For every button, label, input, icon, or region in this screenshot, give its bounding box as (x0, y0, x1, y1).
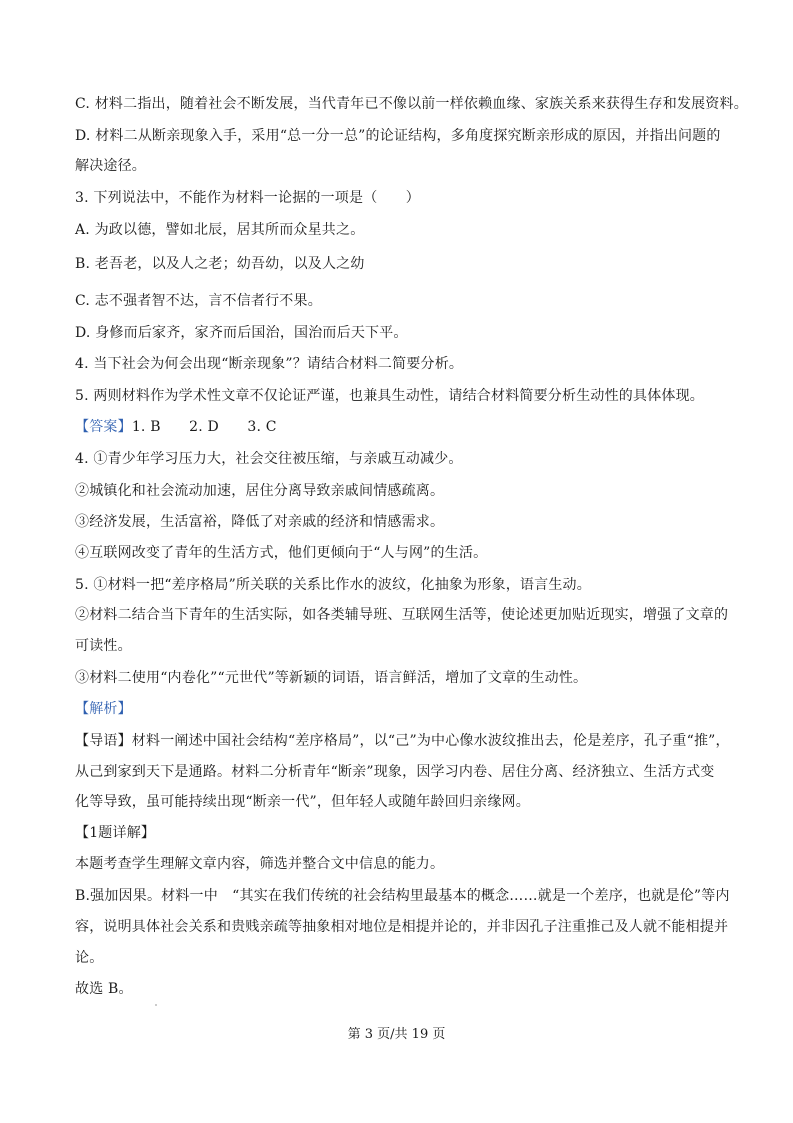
question-3-option-c: C. 志不强者智不达，言不信者行不果。 (75, 293, 322, 309)
answer-5-point-1: 5. ①材料一把“差序格局”所关联的关系比作水的波纹，化抽象为形象，语言生动。 (75, 577, 591, 593)
answer-5-point-2: ②材料二结合当下青年的生活实际，如各类辅导班、互联网生活等，使论述更加贴近现实，增强了文章的 (75, 607, 729, 623)
guide-paragraph-line-3: 化等导致，虽可能持续出现“断亲一代”，但年轻人或随年龄回归亲缘网。 (75, 794, 530, 810)
detail-option-b-line-1: B.强加因果。材料一中 “其实在我们传统的社会结构里最基本的概念……就是一个差序，也就是伦”等内 (75, 888, 730, 904)
option-c-statement: C. 材料二指出，随着社会不断发展，当代青年已不像以前一样依赖血缘、家族关系来获得生存和发展资料。 (75, 96, 748, 112)
option-d-statement: D. 材料二从断亲现象入手，采用“总一分一总”的论证结构，多角度探究断亲形成的原因，并指出问题的 (75, 128, 721, 144)
question-4: 4. 当下社会为何会出现“断亲现象”？请结合材料二简要分析。 (75, 356, 464, 372)
answer-4-point-2: ②城镇化和社会流动加速，居住分离导致亲戚间情感疏离。 (75, 483, 445, 499)
answer-tag: 【答案】 (75, 419, 132, 435)
detail-option-b-line-2: 容，说明具体社会关系和贵贱亲疏等抽象相对地位是相提并论的，并非因孔子注重推己及人就不能相提并 (75, 919, 729, 935)
answer-4-point-1: 4. ①青少年学习压力大，社会交往被压缩，与亲戚互动减少。 (75, 451, 463, 467)
answer-line: 【答案】1. B 2. D 3. C (75, 419, 277, 435)
answer-5-point-3: ③材料二使用“内卷化”“元世代”等新颖的词语，语言鲜活，增加了文章的生动性。 (75, 670, 588, 686)
analysis-tag: 【解析】 (75, 701, 132, 717)
page-footer: 第 3 页/共 19 页 (347, 1027, 446, 1042)
answer-4-point-3: ③经济发展，生活富裕，降低了对亲戚的经济和情感需求。 (75, 514, 445, 530)
option-d-continuation: 解决途径。 (75, 158, 146, 174)
answer-4-point-4: ④互联网改变了青年的生活方式，他们更倾向于“人与网”的生活。 (75, 545, 488, 561)
detail-conclusion: 故选 B。 (75, 981, 133, 997)
detail-intro: 本题考查学生理解文章内容，筛选并整合文中信息的能力。 (75, 856, 445, 872)
stray-dot (155, 1004, 157, 1006)
question-3: 3. 下列说法中，不能作为材料一论据的一项是（ ） (75, 190, 421, 206)
analysis-heading (75, 699, 735, 719)
detail-option-b-line-3: 论。 (75, 950, 104, 966)
detail-heading-q1: 【1题详解】 (75, 825, 156, 841)
question-5: 5. 两则材料作为学术性文章不仅论证严谨，也兼具生动性，请结合材料简要分析生动性的具体体现。 (75, 388, 705, 404)
question-3-option-d: D. 身修而后家齐，家齐而后国治，国治而后天下平。 (75, 325, 408, 341)
guide-paragraph-line-2: 从己到家到天下是通路。材料二分析青年“断亲”现象，因学习内卷、居住分离、经济独立、生活方式变 (75, 764, 715, 780)
question-3-option-b: B. 老吾老，以及人之老；幼吾幼，以及人之幼 (75, 256, 365, 272)
question-3-option-a: A. 为政以德，譬如北辰，居其所而众星共之。 (75, 222, 365, 238)
answer-5-point-2-continuation: 可读性。 (75, 638, 132, 654)
guide-paragraph-line-1: 【导语】材料一阐述中国社会结构“差序格局”，以“己”为中心像水波纹推出去，伦是差序，孔子重“推”， (75, 733, 730, 749)
